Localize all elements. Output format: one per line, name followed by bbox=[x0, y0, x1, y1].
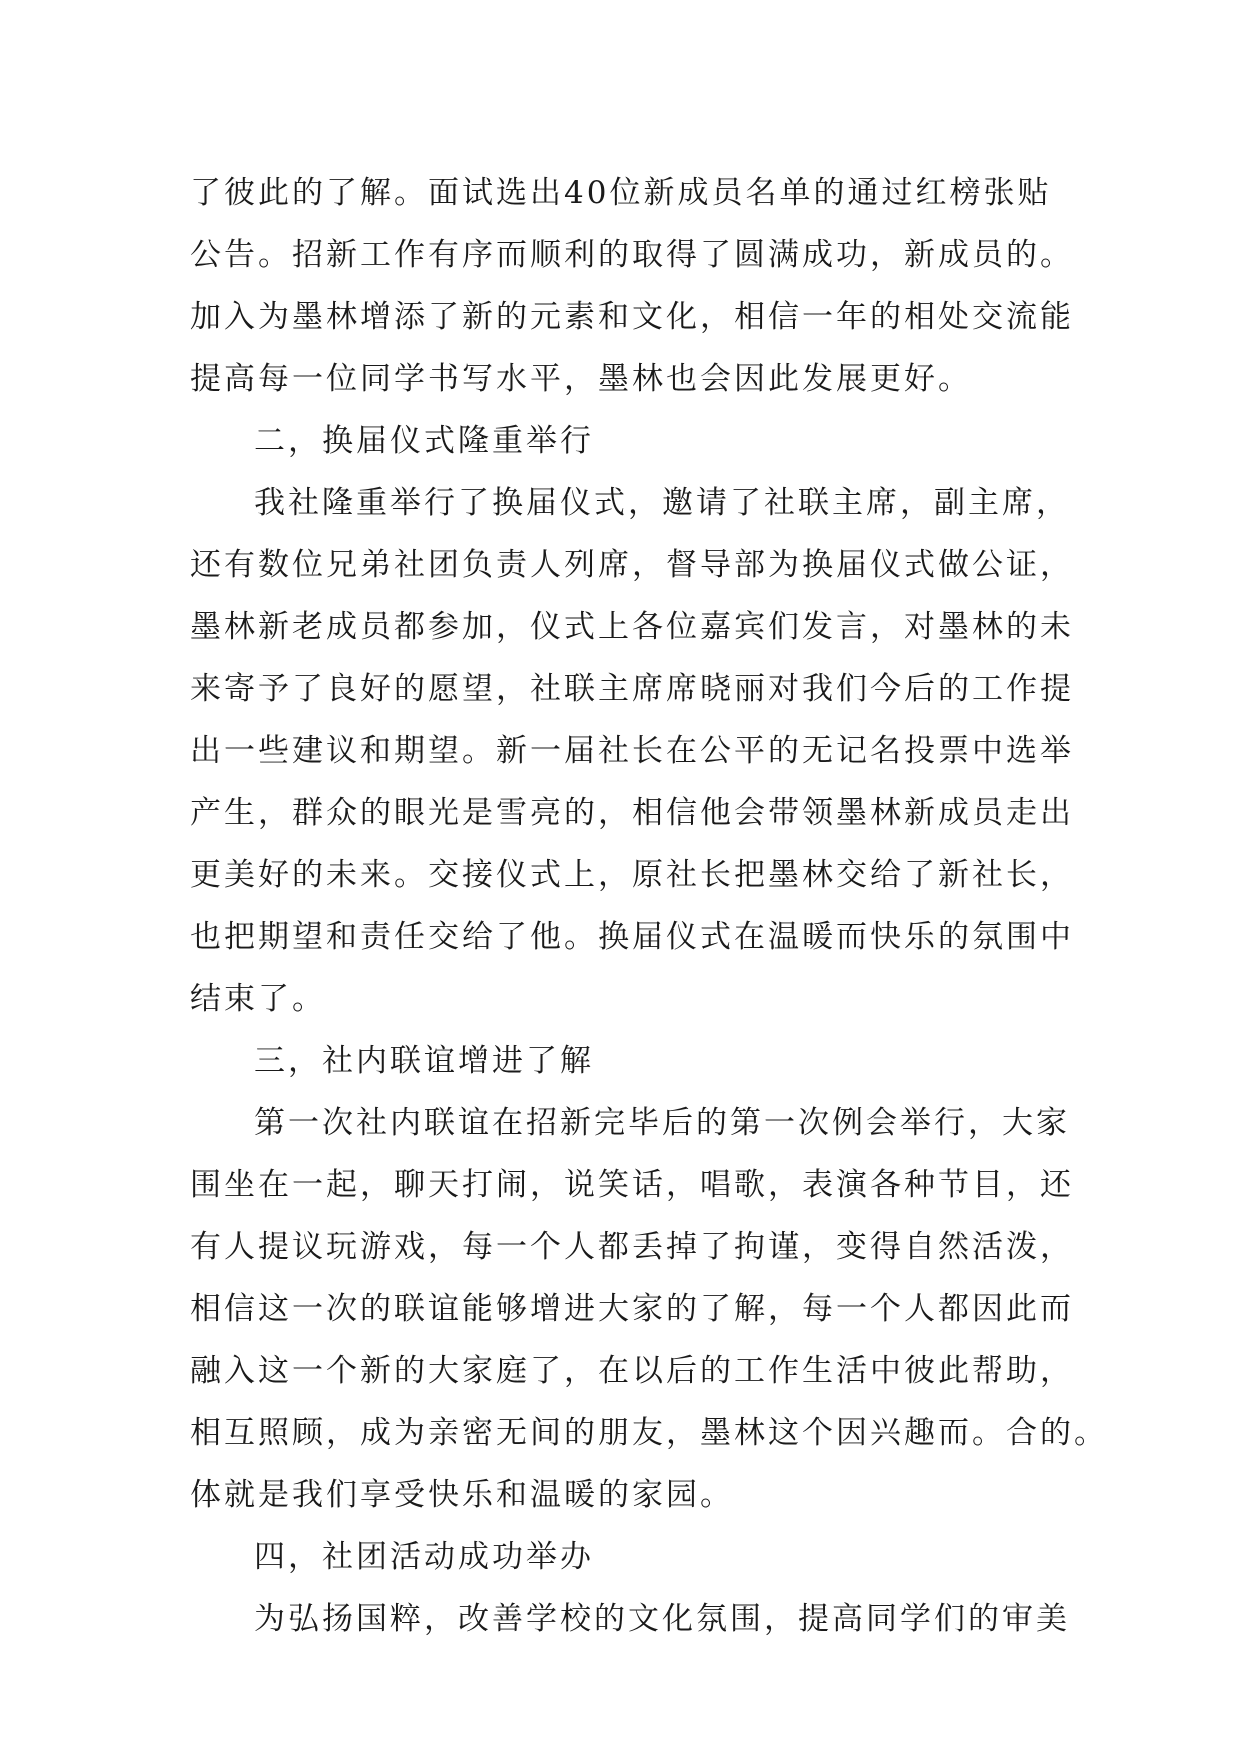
text-line: 加入为墨林增添了新的元素和文化，相信一年的相处交流能 bbox=[190, 299, 1074, 335]
text-line: 出一些建议和期望。新一届社长在公平的无记名投票中选举 bbox=[190, 733, 1074, 769]
text-line: 提高每一位同学书写水平，墨林也会因此发展更好。 bbox=[190, 361, 972, 397]
text-line: 相互照顾，成为亲密无间的朋友，墨林这个因兴趣而。合的。 bbox=[190, 1415, 1108, 1451]
text-line: 体就是我们享受快乐和温暖的家园。 bbox=[190, 1477, 734, 1513]
text-line: 还有数位兄弟社团负责人列席，督导部为换届仪式做公证， bbox=[190, 547, 1074, 583]
text-line: 第一次社内联谊在招新完毕后的第一次例会举行，大家 bbox=[254, 1105, 1070, 1141]
text-line: 更美好的未来。交接仪式上，原社长把墨林交给了新社长， bbox=[190, 857, 1074, 893]
text-line: 了彼此的了解。面试选出40位新成员名单的通过红榜张贴 bbox=[190, 175, 1052, 211]
text-line: 结束了。 bbox=[190, 981, 326, 1017]
section-heading: 四，社团活动成功举办 bbox=[254, 1539, 594, 1575]
text-line: 相信这一次的联谊能够增进大家的了解，每一个人都因此而 bbox=[190, 1291, 1074, 1327]
text-line: 公告。招新工作有序而顺利的取得了圆满成功，新成员的。 bbox=[190, 237, 1074, 273]
section-heading: 二，换届仪式隆重举行 bbox=[254, 423, 594, 459]
text-line: 有人提议玩游戏，每一个人都丢掉了拘谨，变得自然活泼， bbox=[190, 1229, 1074, 1265]
text-line: 围坐在一起，聊天打闹，说笑话，唱歌，表演各种节目，还 bbox=[190, 1167, 1074, 1203]
text-line: 墨林新老成员都参加，仪式上各位嘉宾们发言，对墨林的未 bbox=[190, 609, 1074, 645]
text-line: 产生，群众的眼光是雪亮的，相信他会带领墨林新成员走出 bbox=[190, 795, 1074, 831]
text-line: 为弘扬国粹，改善学校的文化氛围，提高同学们的审美 bbox=[254, 1601, 1070, 1637]
section-heading: 三，社内联谊增进了解 bbox=[254, 1043, 594, 1079]
text-line: 来寄予了良好的愿望，社联主席席晓丽对我们今后的工作提 bbox=[190, 671, 1074, 707]
text-line: 融入这一个新的大家庭了，在以后的工作生活中彼此帮助， bbox=[190, 1353, 1074, 1389]
text-line: 我社隆重举行了换届仪式，邀请了社联主席，副主席， bbox=[254, 485, 1070, 521]
document-body bbox=[190, 162, 1108, 1650]
text-line: 也把期望和责任交给了他。换届仪式在温暖而快乐的氛围中 bbox=[190, 919, 1074, 955]
